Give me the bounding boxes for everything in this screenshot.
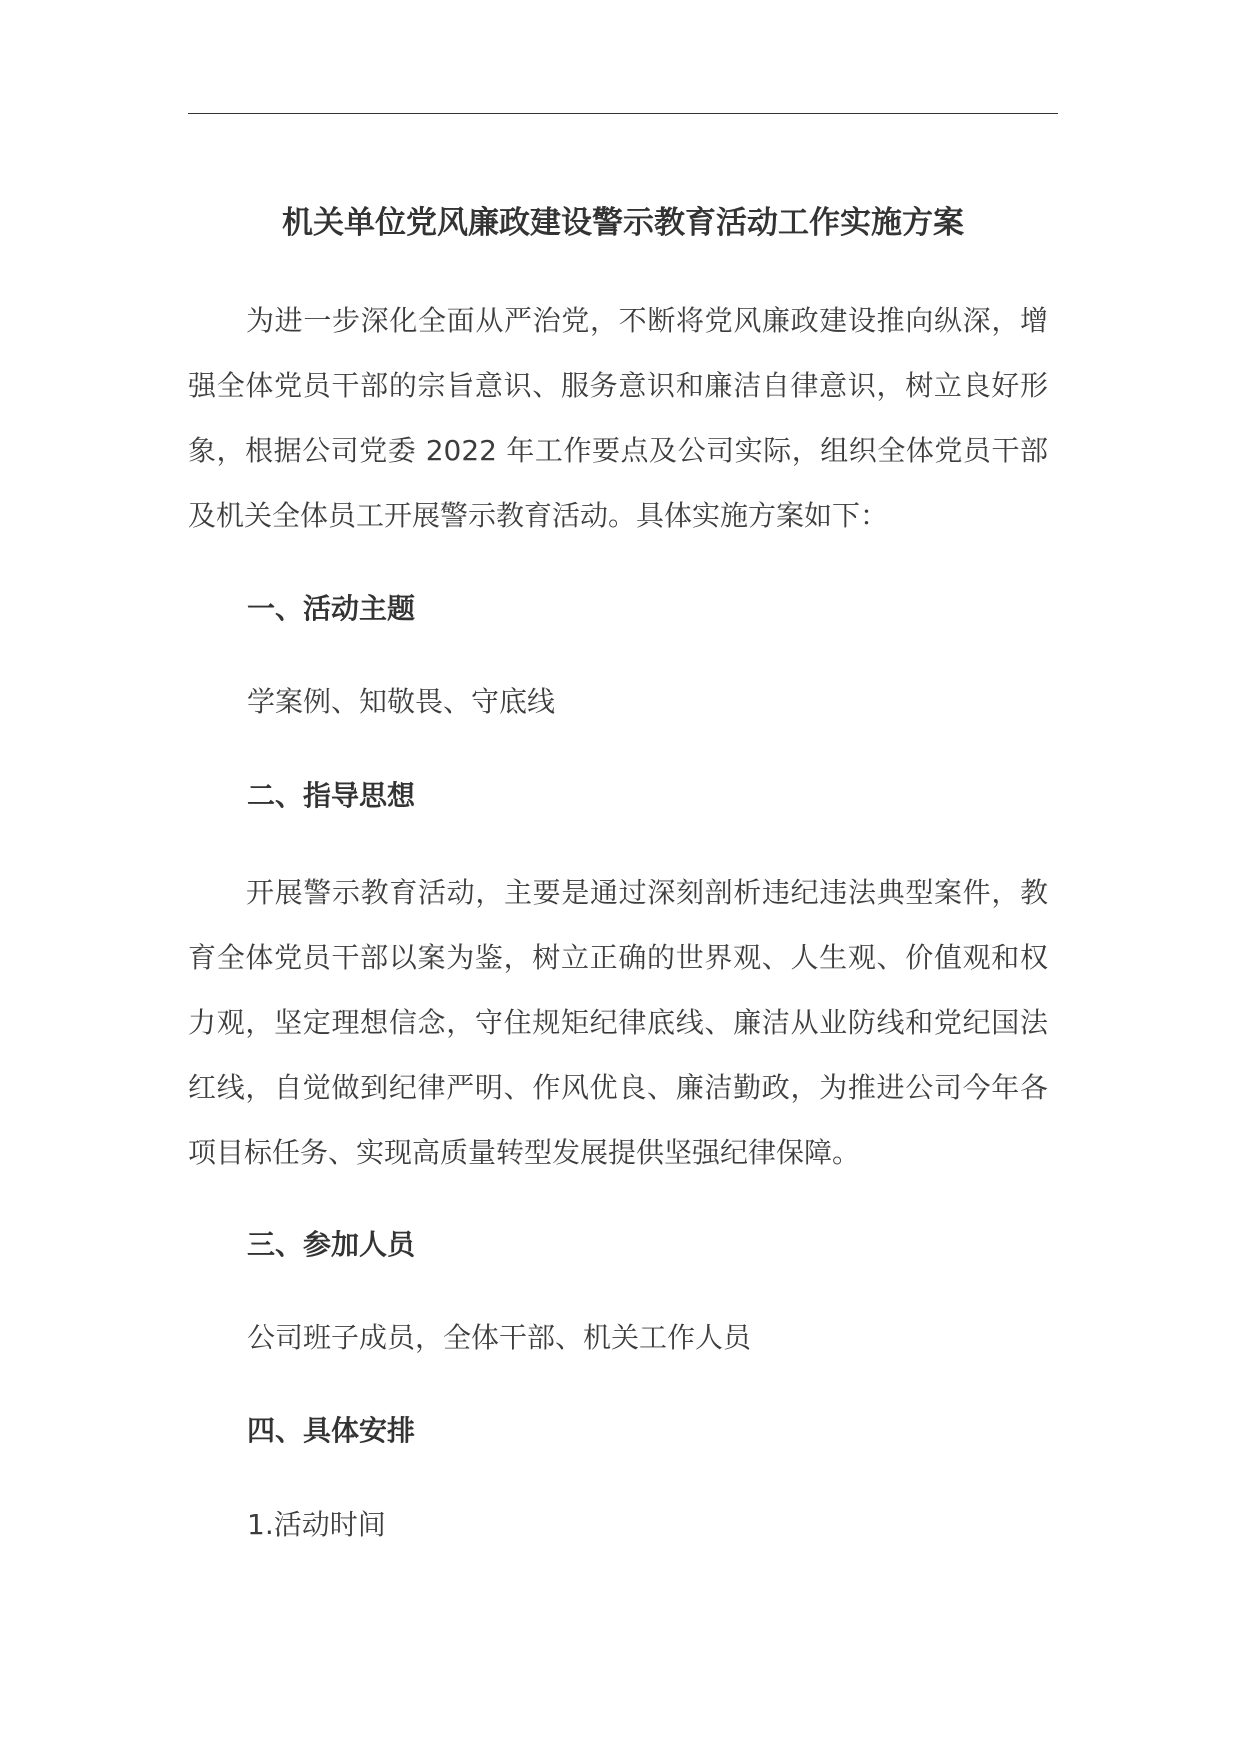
section-heading-theme: 一、活动主题: [247, 592, 416, 625]
section-text-guiding-idea: 开展警示教育活动，主要是通过深刻剖析违纪违法典型案件，教育全体党员干部以案为鉴，树立正确的世界观、人生观、价值观和权力观，坚定理想信念，守住规矩纪律底线、廉洁从业防线和党纪国法红线，自觉做到纪律严明、作风优良、廉洁勤政，为推进公司今年各项目标任务、实现高质量转型发展提供坚强纪律保障。: [188, 876, 1048, 1169]
intro-paragraph: 为进一步深化全面从严治党，不断将党风廉政建设推向纵深，增强全体党员干部的宗旨意识、服务意识和廉洁自律意识，树立良好形象，根据公司党委 2022 年工作要点及公司实际，组织全体党员干部及机关全体员工开展警示教育活动。具体实施方案如下：: [188, 304, 1048, 532]
section-heading-arrangements: 四、具体安排: [247, 1414, 416, 1447]
section-heading-participants: 三、参加人员: [247, 1228, 416, 1261]
subsection-activity-time: 1.活动时间: [247, 1508, 386, 1541]
header-rule: [188, 113, 1058, 114]
section-text-theme: 学案例、知敬畏、守底线: [247, 685, 556, 718]
section-text-participants: 公司班子成员，全体干部、机关工作人员: [247, 1321, 752, 1354]
section-heading-guiding-idea: 二、指导思想: [247, 779, 416, 812]
document-title: 机关单位党风廉政建设警示教育活动工作实施方案: [282, 205, 964, 241]
